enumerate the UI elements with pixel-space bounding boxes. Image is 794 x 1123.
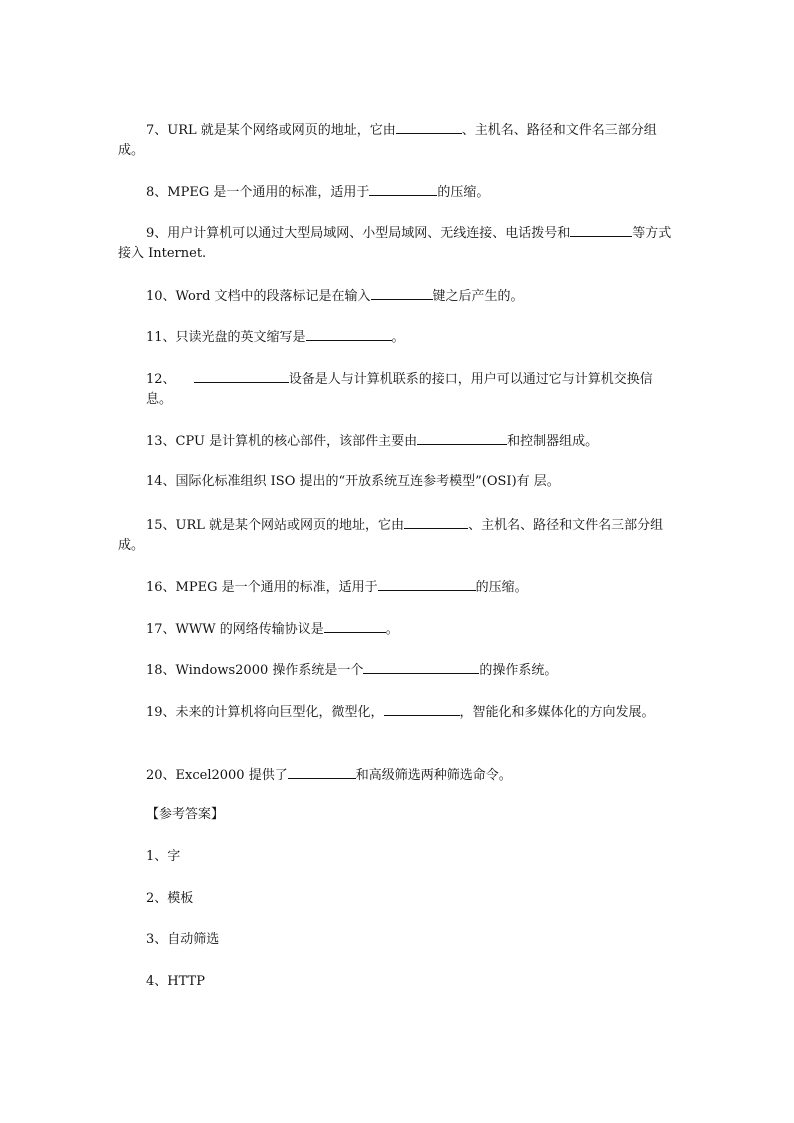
question-11-text: 11、只读光盘的英文缩写是 [146, 330, 306, 345]
answer-blank [288, 764, 356, 779]
answer-blank [363, 659, 479, 674]
answer-blank [369, 181, 437, 196]
answer-item-1: 1、字 [146, 849, 181, 864]
question-12-text-after: 设备是人与计算机联系的接口，用户可以通过它与计算机交换信息。 [146, 372, 653, 407]
question-9 [118, 222, 678, 264]
question-15-text: 15、URL 就是某个网站或网页的地址，它由 [146, 518, 405, 533]
question-16-text: 16、MPEG 是一个通用的标准，适用于 [146, 580, 378, 595]
answer-blank [384, 701, 460, 716]
question-9-text: 9、用户计算机可以通过大型局域网、小型局域网、无线连接、电话拨号和 [146, 226, 571, 241]
question-14-text: 14、国际化标准组织 ISO 提出的“开放系统互连参考模型”(OSI)有 层。 [146, 474, 560, 489]
answer-blank [324, 618, 386, 633]
question-8 [118, 181, 678, 203]
answer-item-2: 2、模板 [146, 891, 194, 906]
question-9-text-after: 等方式接入 Internet. [118, 226, 672, 261]
answer-blank [378, 576, 476, 591]
question-18-text-after: 的操作系统。 [479, 663, 558, 678]
question-17-text: 17、WWW 的网络传输协议是 [146, 622, 324, 637]
question-7-text-after: 、主机名、路径和文件名三部分组成。 [118, 123, 657, 158]
question-13 [118, 430, 678, 452]
question-7-text: 7、URL 就是某个网络或网页的地址，它由 [146, 123, 396, 138]
question-13-text: 13、CPU 是计算机的核心部件，该部件主要由 [146, 434, 418, 449]
answers-heading: 【参考答案】 [146, 807, 225, 822]
question-17 [118, 618, 678, 640]
answer-blank [396, 119, 462, 134]
question-12-text: 12、 [146, 372, 180, 387]
answer-item-4: 4、HTTP [146, 974, 205, 989]
question-14 [118, 472, 678, 492]
question-19 [118, 701, 678, 723]
question-10-text-after: 键之后产生的。 [432, 289, 524, 304]
question-17-text-after: 。 [385, 622, 399, 637]
question-18-text: 18、Windows2000 操作系统是一个 [146, 663, 364, 678]
question-7 [118, 119, 678, 161]
question-19-text-after: ，智能化和多媒体化的方向发展。 [459, 705, 655, 720]
question-19-text: 19、未来的计算机将向巨型化，微型化， [146, 705, 384, 720]
question-11 [118, 326, 678, 348]
question-20 [118, 764, 678, 786]
question-20-text-after: 和高级筛选两种筛选命令。 [355, 768, 512, 783]
answer-blank [306, 326, 392, 341]
question-8-text: 8、MPEG 是一个通用的标准，适用于 [146, 185, 370, 200]
question-15-text-after: 、主机名、路径和文件名三部分组成。 [118, 518, 664, 553]
answer-blank [194, 368, 289, 383]
question-16 [118, 576, 678, 598]
question-20-text: 20、Excel2000 提供了 [146, 768, 288, 783]
answer-blank [404, 514, 468, 529]
question-18 [118, 659, 678, 681]
question-15 [118, 514, 678, 556]
answer-blank [371, 285, 433, 300]
answer-blank [417, 430, 507, 445]
answer-item-3: 3、自动筛选 [146, 932, 220, 947]
question-8-text-after: 的压缩。 [437, 185, 490, 200]
answer-blank [570, 222, 632, 237]
question-10 [118, 285, 678, 307]
question-13-text-after: 和控制器组成。 [507, 434, 599, 449]
question-16-text-after: 的压缩。 [475, 580, 528, 595]
question-10-text: 10、Word 文档中的段落标记是在输入 [146, 289, 371, 304]
question-12 [118, 368, 678, 410]
question-11-text-after: 。 [391, 330, 405, 345]
